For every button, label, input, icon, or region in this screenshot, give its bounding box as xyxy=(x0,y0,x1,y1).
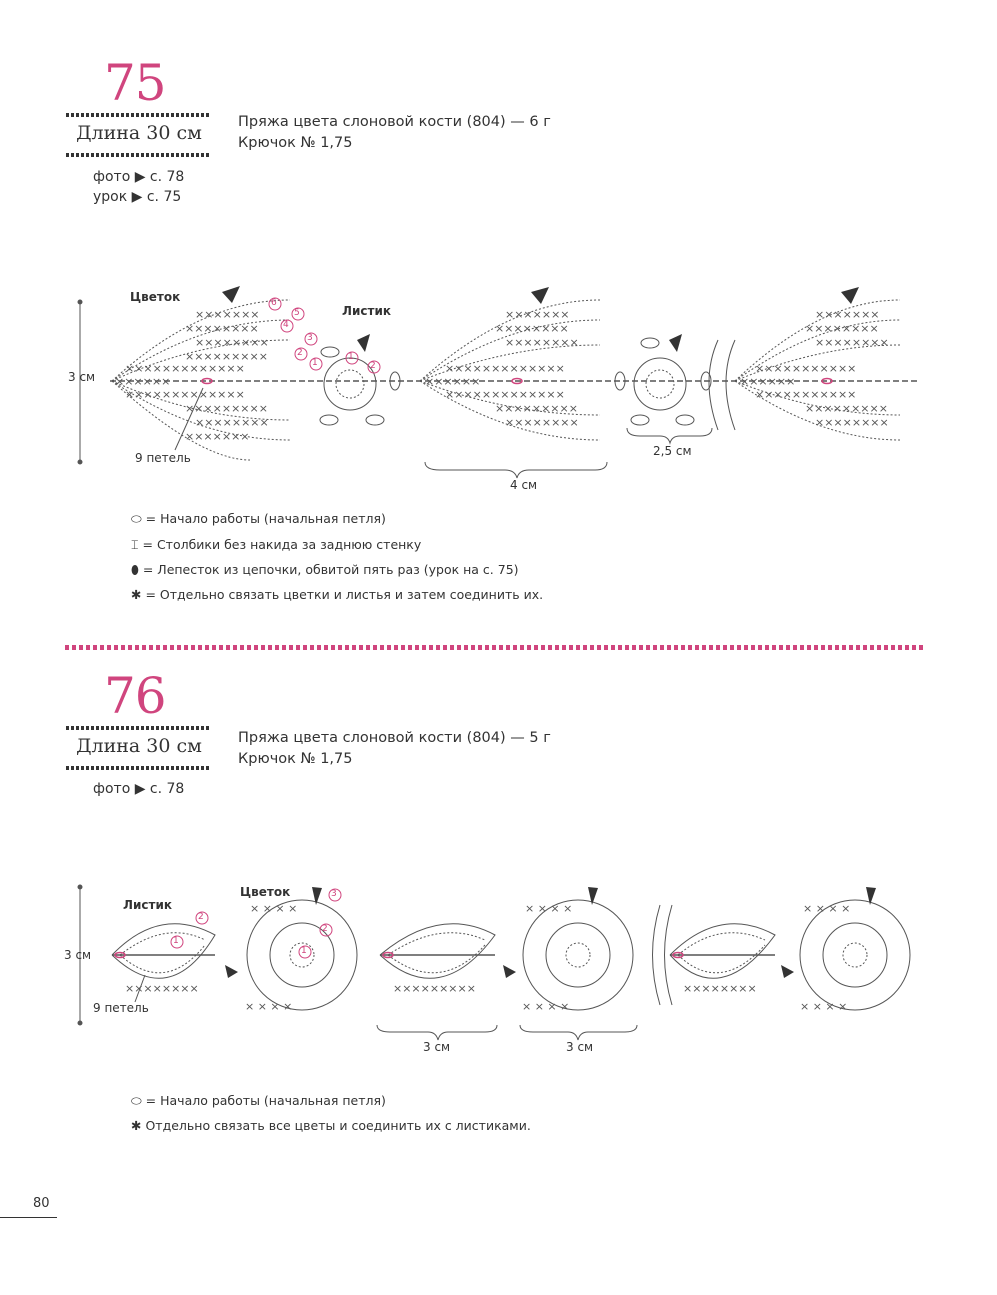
start-loop-icon: ⬭ xyxy=(131,1093,142,1108)
label-leaf: Листик xyxy=(123,898,172,912)
row-number: 2 xyxy=(198,912,204,922)
height-label: 3 см xyxy=(68,370,96,384)
svg-text:×××××××××××××: ××××××××××××× xyxy=(445,362,565,375)
svg-text:× × × ×: × × × × xyxy=(250,902,298,915)
svg-text:×××××××××××: ××××××××××× xyxy=(755,388,857,401)
svg-text:×××××××××××: ××××××××××× xyxy=(755,362,857,375)
svg-text:× × × ×: × × × × xyxy=(800,1000,848,1013)
svg-text:××××××××: ×××××××× xyxy=(125,982,199,995)
svg-text:××××××××: ×××××××× xyxy=(815,416,889,429)
row-number: 1 xyxy=(173,936,179,946)
height-label: 3 см xyxy=(64,948,92,962)
svg-text:××××××: ×××××× xyxy=(115,375,171,388)
svg-text:×××××××: ××××××× xyxy=(185,430,250,443)
svg-text:××××××××: ×××××××× xyxy=(505,336,579,349)
row-number: 4 xyxy=(283,320,289,330)
svg-text:× × × ×: × × × × xyxy=(525,902,573,915)
svg-text:×××××××××: ××××××××× xyxy=(495,402,578,415)
svg-text:×××××××××: ××××××××× xyxy=(805,402,888,415)
leaf-width-label: 3 см xyxy=(423,1040,451,1054)
pattern-75-photo-ref: фото ▶ с. 78 xyxy=(93,169,185,185)
asterisk-icon: ✱ xyxy=(131,587,142,602)
svg-text:××××××××: ×××××××× xyxy=(505,416,579,429)
svg-text:×××××××××××××: ××××××××××××× xyxy=(445,388,565,401)
svg-text:×××××××××××××: ××××××××××××× xyxy=(125,388,245,401)
asterisk-icon: ✱ xyxy=(131,1118,142,1133)
svg-text:×××××××: ××××××× xyxy=(505,308,570,321)
page-number-rule xyxy=(0,1217,57,1218)
row-number: 1 xyxy=(312,358,318,368)
svg-text:×××××××××: ××××××××× xyxy=(185,350,268,363)
petal-icon: ⬮ xyxy=(131,562,139,577)
back-loop-stitch-icon: ⌶ xyxy=(131,537,139,552)
pattern-75-hook: Крючок № 1,75 xyxy=(238,135,353,151)
pattern-76-hook: Крючок № 1,75 xyxy=(238,751,353,767)
svg-text:××××××: ×××××× xyxy=(740,375,796,388)
pattern-76-photo-ref: фото ▶ с. 78 xyxy=(93,781,185,797)
svg-text:× × × ×: × × × × xyxy=(522,1000,570,1013)
pattern-75-length: Длина 30 см xyxy=(76,122,202,144)
legend-item: ⬭ = Начало работы (начальная петля) xyxy=(131,1093,386,1108)
row-number: 1 xyxy=(348,352,354,362)
pattern-76-yarn: Пряжа цвета слоновой кости (804) — 5 г xyxy=(238,730,551,746)
legend-item: ⌶ = Столбики без накида за заднюю стенку xyxy=(131,537,422,552)
svg-text:×××××××: ××××××× xyxy=(195,308,260,321)
row-number: 2 xyxy=(370,361,376,371)
svg-text:××××××: ×××××× xyxy=(425,375,481,388)
label-flower: Цветок xyxy=(240,885,291,899)
svg-text:× × × ×: × × × × xyxy=(803,902,851,915)
svg-text:××××××××: ×××××××× xyxy=(195,416,269,429)
pattern-75-lesson-ref: урок ▶ с. 75 xyxy=(93,189,182,205)
loops-label: 9 петель xyxy=(93,1001,149,1015)
svg-text:×××××××××: ××××××××× xyxy=(185,402,268,415)
legend-item: ⬭ = Начало работы (начальная петля) xyxy=(131,511,386,526)
svg-text:××××××××: ×××××××× xyxy=(495,322,569,335)
loops-label: 9 петель xyxy=(135,451,191,465)
svg-text:××××××××: ×××××××× xyxy=(195,336,269,349)
pattern-75-yarn: Пряжа цвета слоновой кости (804) — 6 г xyxy=(238,114,551,130)
pattern-75-number: 75 xyxy=(104,54,166,112)
label-leaf: Листик xyxy=(342,304,391,318)
svg-text:××××××××: ×××××××× xyxy=(805,322,879,335)
legend-item: ✱ = Отдельно связать цветки и листья и затем соединить их. xyxy=(131,587,544,602)
svg-text:××××××××: ×××××××× xyxy=(185,322,259,335)
row-number: 1 xyxy=(301,946,307,956)
label-flower: Цветок xyxy=(130,290,181,304)
legend-item: ⬮ = Лепесток из цепочки, обвитой пять раз (урок на с. 75) xyxy=(131,562,519,577)
flower-width-label: 2,5 см xyxy=(653,444,692,458)
row-number: 2 xyxy=(297,348,303,358)
row-number: 3 xyxy=(331,889,337,899)
legend-item: ✱ Отдельно связать все цветы и соединить их с листиками. xyxy=(131,1118,531,1133)
pattern-76-length: Длина 30 см xyxy=(76,735,202,757)
row-number: 3 xyxy=(307,333,313,343)
svg-text:××××××××: ×××××××× xyxy=(815,336,889,349)
row-number: 6 xyxy=(271,298,277,308)
row-number: 5 xyxy=(294,308,300,318)
page-number: 80 xyxy=(33,1196,50,1211)
svg-text:×××××××××××××: ××××××××××××× xyxy=(125,362,245,375)
row-number: 2 xyxy=(322,924,328,934)
svg-text:××××××××: ×××××××× xyxy=(683,982,757,995)
svg-text:×××××××××: ××××××××× xyxy=(393,982,476,995)
start-loop-icon: ⬭ xyxy=(131,511,142,526)
leaf-width-label: 4 см xyxy=(510,478,538,492)
svg-text:× × × ×: × × × × xyxy=(245,1000,293,1013)
svg-text:×××××××: ××××××× xyxy=(815,308,880,321)
pattern-76-number: 76 xyxy=(104,667,166,725)
flower-width-label: 3 см xyxy=(566,1040,594,1054)
